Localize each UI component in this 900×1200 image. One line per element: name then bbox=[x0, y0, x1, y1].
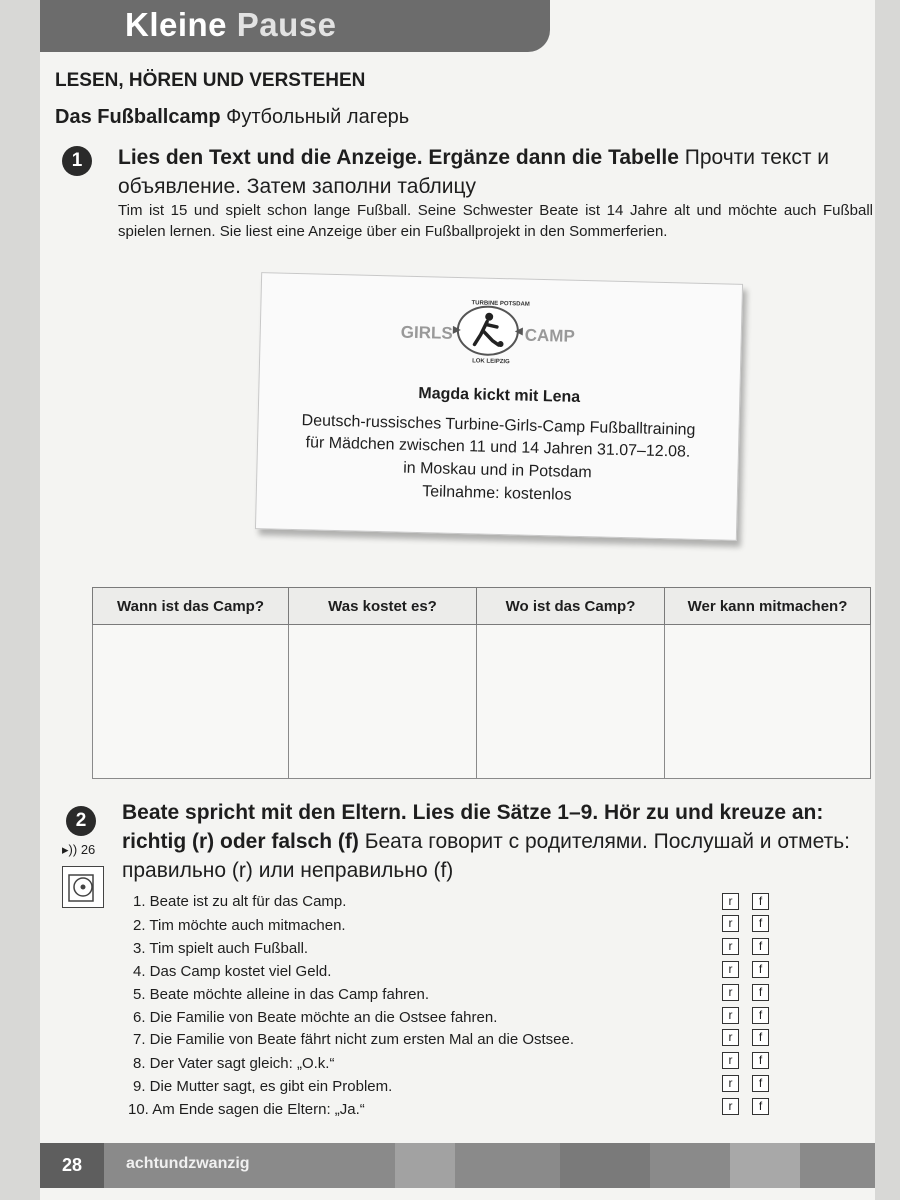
checkbox-f-1[interactable]: f bbox=[752, 893, 769, 910]
checkbox-f-7[interactable]: f bbox=[752, 1029, 769, 1046]
checkbox-r-10[interactable]: r bbox=[722, 1098, 739, 1115]
audio-track-number: 26 bbox=[80, 842, 96, 857]
table-header-where: Wo ist das Camp? bbox=[477, 588, 665, 625]
task2-instruction bbox=[122, 798, 874, 885]
logo-right-text: CAMP bbox=[524, 325, 576, 346]
checkbox-r-7[interactable]: r bbox=[722, 1029, 739, 1046]
task2-instruction-de: Beate spricht mit den Eltern. Lies die Sätze 1–9. Hör zu und kreuze an: richtig (r) oder falsch (f) bbox=[122, 801, 824, 853]
checkbox-f-10[interactable]: f bbox=[752, 1098, 769, 1115]
checkbox-f-3[interactable]: f bbox=[752, 938, 769, 955]
section-heading: LESEN, HÖREN UND VERSTEHEN bbox=[55, 70, 366, 91]
checkbox-r-2[interactable]: r bbox=[722, 915, 739, 932]
footer-stripe bbox=[730, 1143, 800, 1188]
statement-9: 9. Die Mutter sagt, es gibt ein Problem. bbox=[133, 1078, 393, 1095]
statement-7: 7. Die Familie von Beate fährt nicht zum ersten Mal an die Ostsee. bbox=[133, 1031, 575, 1048]
task2-number-badge: 2 bbox=[66, 806, 96, 836]
ad-title: Magda kickt mit Lena bbox=[418, 385, 581, 406]
footer-bar bbox=[40, 1143, 875, 1188]
answer-cell-where[interactable] bbox=[477, 625, 665, 779]
page-number: 28 bbox=[40, 1143, 104, 1188]
audio-track-label bbox=[62, 842, 95, 858]
advertisement-card bbox=[255, 272, 743, 541]
statement-8: 8. Der Vater sagt gleich: „O.k.“ bbox=[133, 1055, 335, 1072]
page-title bbox=[125, 6, 336, 44]
table-header-when: Wann ist das Camp? bbox=[93, 588, 289, 625]
checkbox-r-5[interactable]: r bbox=[722, 984, 739, 1001]
subtitle-de: Das Fußballcamp bbox=[55, 106, 221, 128]
page-number-word: achtundzwanzig bbox=[126, 1155, 250, 1172]
answer-cell-cost[interactable] bbox=[289, 625, 477, 779]
logo-bottom-text: LOK LEIPZIG bbox=[472, 358, 510, 366]
statement-4: 4. Das Camp kostet viel Geld. bbox=[133, 963, 332, 980]
checkbox-f-2[interactable]: f bbox=[752, 915, 769, 932]
task1-instruction-de: Lies den Text und die Anzeige. Ergänze dann die Tabelle bbox=[118, 146, 679, 169]
page-title-word1: Kleine bbox=[125, 6, 228, 43]
checkbox-f-6[interactable]: f bbox=[752, 1007, 769, 1024]
checkbox-r-8[interactable]: r bbox=[722, 1052, 739, 1069]
speaker-icon: ▸)) bbox=[62, 842, 78, 857]
checkbox-r-1[interactable]: r bbox=[722, 893, 739, 910]
task1-intro-text: Tim ist 15 und spielt schon lange Fußball. Seine Schwester Beate ist 14 Jahre alt und möchte auch Fußball spielen lernen. Sie liest eine Anzeige über ein Fußballprojekt in den Sommerferien. bbox=[118, 202, 873, 240]
checkbox-r-6[interactable]: r bbox=[722, 1007, 739, 1024]
task1-number-badge: 1 bbox=[62, 146, 92, 176]
page-title-word2: Pause bbox=[236, 6, 337, 43]
checkbox-f-9[interactable]: f bbox=[752, 1075, 769, 1092]
ad-line-1: Deutsch-russisches Turbine-Girls-Camp Fußballtraining bbox=[301, 412, 696, 439]
checkbox-r-4[interactable]: r bbox=[722, 961, 739, 978]
logo-top-text: TURBINE POTSDAM bbox=[471, 300, 530, 308]
task2-instruction-ru: Беата говорит с родителями. Послушай и отметь: правильно (r) или неправильно (f) bbox=[122, 830, 850, 882]
answer-cell-when[interactable] bbox=[93, 625, 289, 779]
table-header-row bbox=[93, 588, 871, 625]
statement-3: 3. Tim spielt auch Fußball. bbox=[133, 940, 309, 957]
logo-left-text: GIRLS bbox=[400, 322, 453, 343]
checkbox-f-8[interactable]: f bbox=[752, 1052, 769, 1069]
statement-1: 1. Beate ist zu alt für das Camp. bbox=[133, 893, 347, 910]
table-header-who: Wer kann mitmachen? bbox=[665, 588, 871, 625]
table-answer-row bbox=[93, 625, 871, 779]
ad-line-4: Teilnahme: kostenlos bbox=[421, 483, 572, 504]
answer-table bbox=[92, 587, 871, 779]
answer-cell-who[interactable] bbox=[665, 625, 871, 779]
footer-stripe bbox=[560, 1143, 650, 1188]
table-header-cost: Was kostet es? bbox=[289, 588, 477, 625]
checkbox-f-5[interactable]: f bbox=[752, 984, 769, 1001]
footer-stripe bbox=[395, 1143, 455, 1188]
subtitle bbox=[55, 106, 409, 129]
statement-2: 2. Tim möchte auch mitmachen. bbox=[133, 917, 346, 934]
task1-instruction-ru: Прочти текст и объявление. Затем заполни таблицу bbox=[118, 146, 830, 198]
ad-line-2: für Mädchen zwischen 11 und 14 Jahren 31.07–12.08. bbox=[305, 434, 691, 461]
checkbox-r-9[interactable]: r bbox=[722, 1075, 739, 1092]
ad-line-3: in Moskau und in Potsdam bbox=[402, 459, 592, 482]
audio-disk-icon bbox=[62, 866, 104, 908]
checkbox-f-4[interactable]: f bbox=[752, 961, 769, 978]
statement-6: 6. Die Familie von Beate möchte an die Ostsee fahren. bbox=[133, 1009, 498, 1026]
statement-10: 10. Am Ende sagen die Eltern: „Ja.“ bbox=[128, 1101, 365, 1118]
cd-icon bbox=[63, 867, 103, 907]
task1-instruction bbox=[118, 143, 868, 201]
statement-5: 5. Beate möchte alleine in das Camp fahren. bbox=[133, 986, 430, 1003]
girls-camp-logo bbox=[400, 295, 577, 367]
subtitle-ru: Футбольный лагерь bbox=[226, 106, 410, 128]
checkbox-r-3[interactable]: r bbox=[722, 938, 739, 955]
